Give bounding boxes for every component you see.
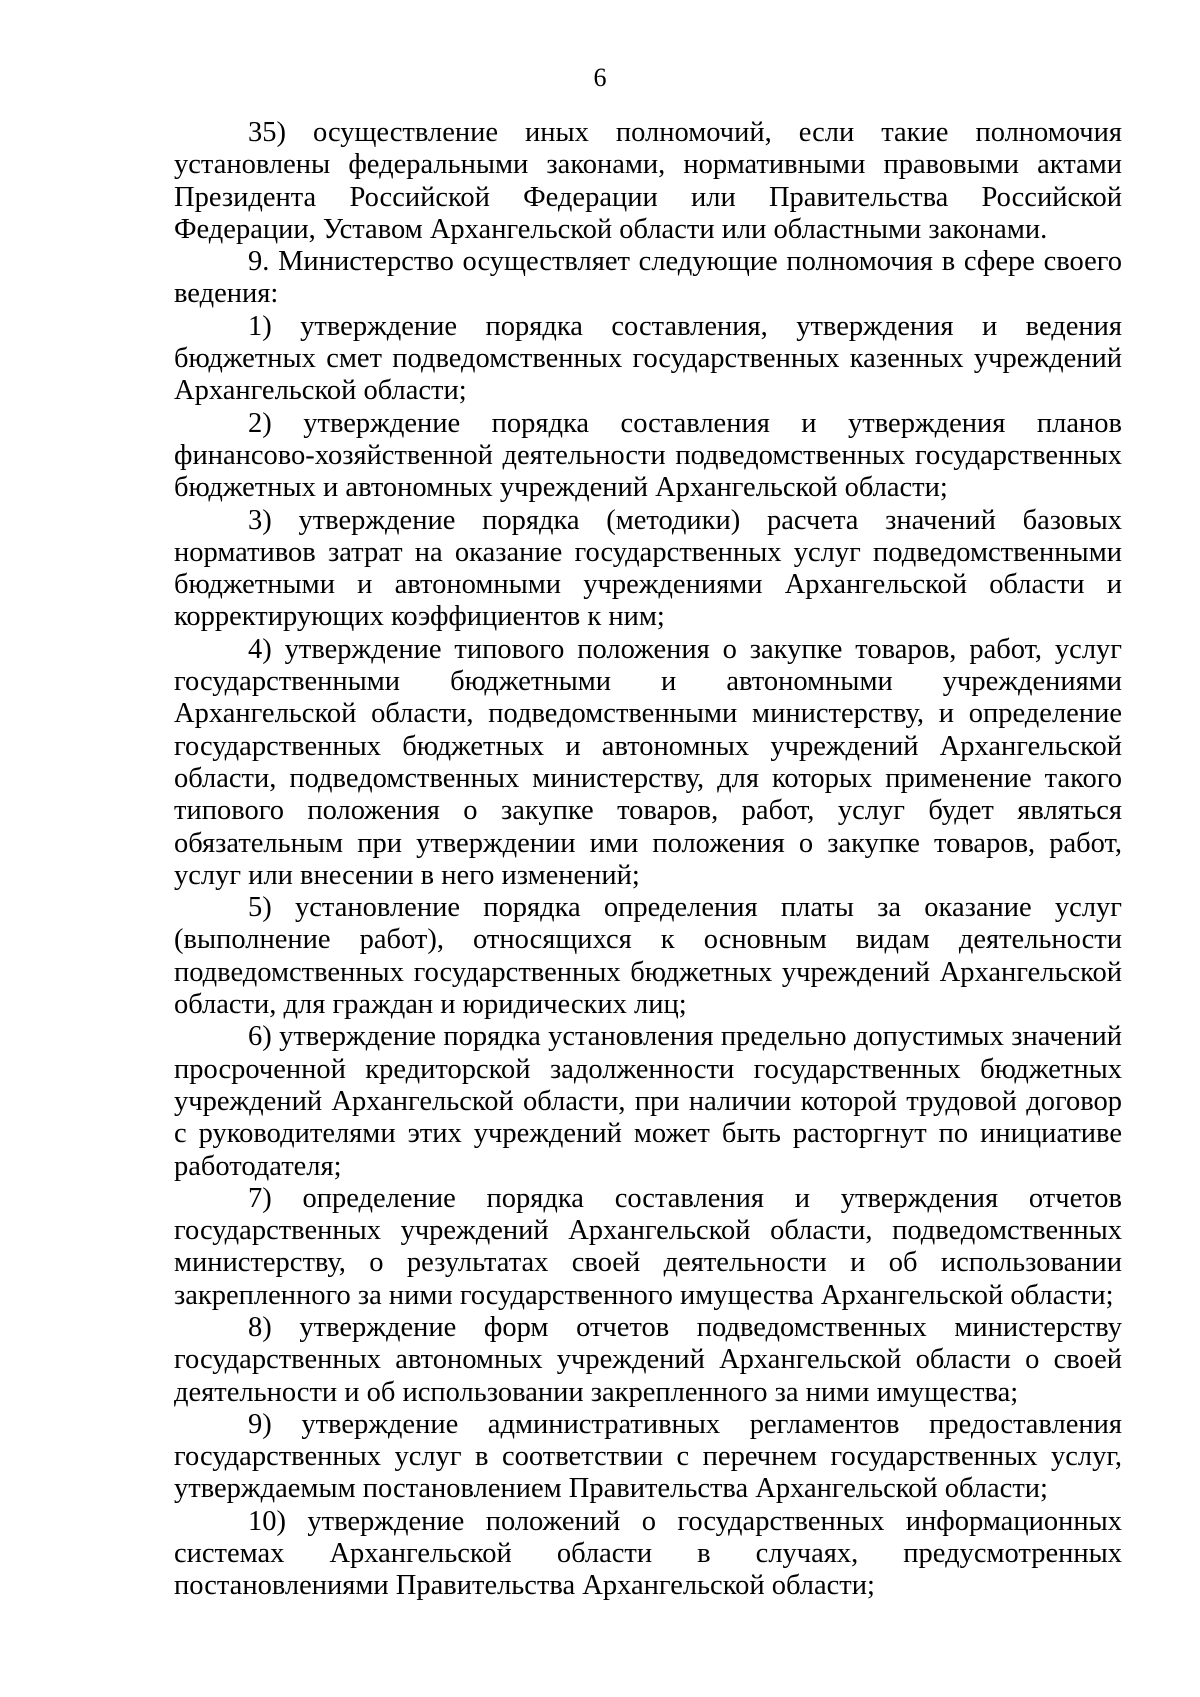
paragraph-item-35: 35) осуществление иных полномочий, если такие полномочия установлены федеральными законами, нормативными правовыми актами Президента Российской Федерации или Правительства Российской Федерации, Уставом Архангельской области или областными законами. xyxy=(174,117,1122,245)
paragraph-item-5: 5) установление порядка определения платы за оказание услуг (выполнение работ), относящихся к основным видам деятельности подведомственных государственных бюджетных учреждений Архангельской области, для граждан и юридических лиц; xyxy=(174,892,1122,1021)
paragraph-item-4: 4) утверждение типового положения о закупке товаров, работ, услуг государственными бюджетными и автономными учреждениями Архангельской области, подведомственными министерству, и определение государственных бюджетных и автономных учреждений Архангельской области, подведомственных министерству, для которых применение такого типового положения о закупке товаров, работ, услуг будет являться обязательным при утверждении ими положения о закупке товаров, работ, услуг или внесении в него изменений; xyxy=(174,633,1122,891)
paragraph-item-10: 10) утверждение положений о государственных информационных системах Архангельской области в случаях, предусмотренных постановлениями Правительства Архангельской области; xyxy=(174,1505,1122,1602)
document-body xyxy=(174,117,1122,1603)
page-number: 6 xyxy=(593,63,607,92)
paragraph-section-9: 9. Министерство осуществляет следующие полномочия в сфере своего ведения: xyxy=(174,246,1122,310)
paragraph-item-9: 9) утверждение административных регламентов предоставления государственных услуг в соответствии с перечнем государственных услуг, утверждаемым постановлением Правительства Архангельской области; xyxy=(174,1408,1122,1505)
paragraph-item-3: 3) утверждение порядка (методики) расчета значений базовых нормативов затрат на оказание государственных услуг подведомственными бюджетными и автономными учреждениями Архангельской области и корректирующих коэффициентов к ним; xyxy=(174,504,1122,633)
paragraph-item-1: 1) утверждение порядка составления, утверждения и ведения бюджетных смет подведомственных государственных казенных учреждений Архангельской области; xyxy=(174,310,1122,407)
paragraph-item-7: 7) определение порядка составления и утверждения отчетов государственных учреждений Архангельской области, подведомственных министерству, о результатах своей деятельности и об использовании закрепленного за ними государственного имущества Архангельской области; xyxy=(174,1182,1122,1311)
paragraph-item-6: 6) утверждение порядка установления предельно допустимых значений просроченной кредиторской задолженности государственных бюджетных учреждений Архангельской области, при наличии которой трудовой договор с руководителями этих учреждений может быть расторгнут по инициативе работодателя; xyxy=(174,1021,1122,1182)
paragraph-item-8: 8) утверждение форм отчетов подведомственных министерству государственных автономных учреждений Архангельской области о своей деятельности и об использовании закрепленного за ними имущества; xyxy=(174,1311,1122,1408)
paragraph-item-2: 2) утверждение порядка составления и утверждения планов финансово-хозяйственной деятельности подведомственных государственных бюджетных и автономных учреждений Архангельской области; xyxy=(174,407,1122,504)
